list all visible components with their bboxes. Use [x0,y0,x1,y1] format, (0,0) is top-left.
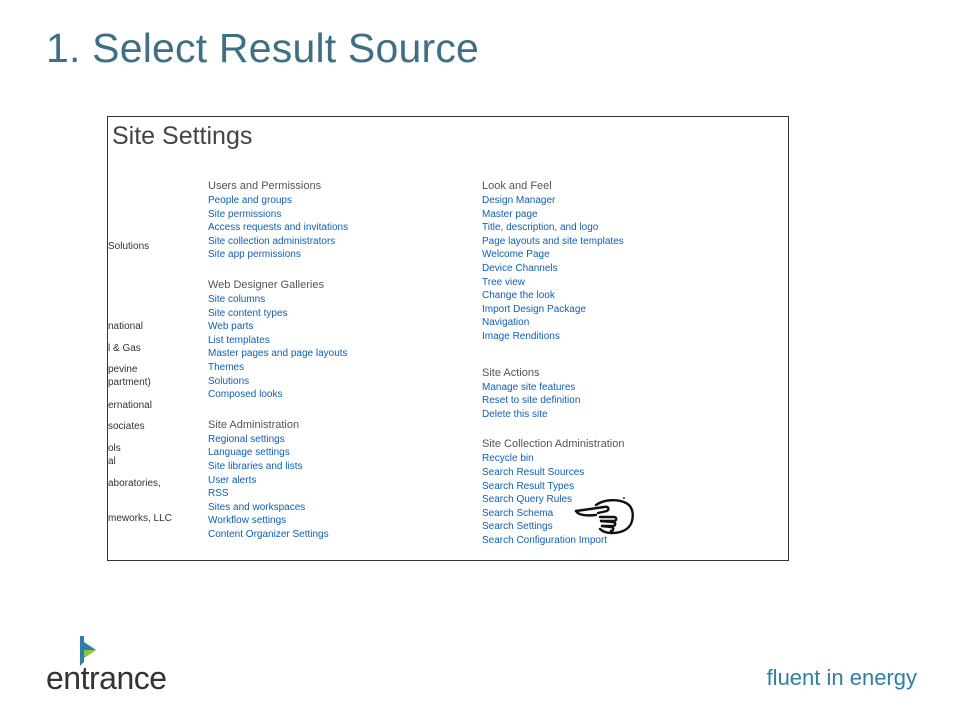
link-site-columns[interactable]: Site columns [208,293,266,305]
pointing-hand-icon [574,495,636,537]
link-list-templates[interactable]: List templates [208,334,270,346]
link-recycle-bin[interactable]: Recycle bin [482,453,534,465]
left-fragment: aboratories, [108,478,161,489]
link-access-requests[interactable]: Access requests and invitations [208,222,349,234]
left-fragment: ernational [108,400,152,411]
left-fragment: pevine [108,364,138,375]
link-solutions[interactable]: Solutions [208,375,250,387]
left-fragment: meworks, LLC [108,513,172,524]
left-fragment: ols [108,443,121,454]
group-look-and-feel [482,179,624,344]
link-site-collection-admins[interactable]: Site collection administrators [208,235,336,247]
group-title: Site Collection Administration [482,438,625,451]
link-search-result-sources[interactable]: Search Result Sources [482,466,585,478]
left-fragment: Solutions [108,241,150,252]
link-navigation[interactable]: Navigation [482,317,530,329]
link-search-settings[interactable]: Search Settings [482,521,553,533]
link-site-content-types[interactable]: Site content types [208,307,288,319]
group-site-actions [482,366,624,422]
group-users-and-permissions [208,179,348,262]
link-web-parts[interactable]: Web parts [208,321,254,333]
entrance-logo [46,636,176,698]
link-sites-and-workspaces[interactable]: Sites and workspaces [208,501,306,513]
group-web-designer-galleries [208,278,348,402]
group-title: Users and Permissions [208,180,322,192]
left-fragment: l & Gas [108,343,141,354]
site-settings-screenshot [107,116,789,561]
link-workflow-settings[interactable]: Workflow settings [208,515,287,527]
link-search-schema[interactable]: Search Schema [482,507,554,519]
link-site-permissions[interactable]: Site permissions [208,208,282,220]
tagline: fluent in energy [766,665,917,690]
link-site-app-permissions[interactable]: Site app permissions [208,249,301,261]
left-fragment: al [108,456,116,467]
link-rss[interactable]: RSS [208,488,229,500]
link-language-settings[interactable]: Language settings [208,447,290,459]
logo-wordmark: entrance [46,660,167,696]
link-content-organizer[interactable]: Content Organizer Settings [208,528,329,540]
link-import-design-package[interactable]: Import Design Package [482,303,586,315]
link-manage-site-features[interactable]: Manage site features [482,381,576,393]
link-master-page[interactable]: Master page [482,208,538,220]
group-title: Look and Feel [482,180,552,192]
link-tree-view[interactable]: Tree view [482,276,525,288]
link-user-alerts[interactable]: User alerts [208,474,257,486]
link-device-channels[interactable]: Device Channels [482,262,558,274]
group-title: Web Designer Galleries [208,278,324,291]
link-design-manager[interactable]: Design Manager [482,195,556,206]
link-title-description-logo[interactable]: Title, description, and logo [482,222,599,234]
link-delete-this-site[interactable]: Delete this site [482,408,548,420]
link-reset-site-definition[interactable]: Reset to site definition [482,395,581,407]
group-title: Site Administration [208,418,300,431]
link-themes[interactable]: Themes [208,361,245,373]
link-site-libraries-lists[interactable]: Site libraries and lists [208,460,303,472]
slide-title: 1. Select Result Source [46,25,480,71]
left-fragment: national [108,321,144,332]
link-search-query-rules[interactable]: Search Query Rules [482,494,573,506]
link-image-renditions[interactable]: Image Renditions [482,330,560,342]
link-people-and-groups[interactable]: People and groups [208,195,292,206]
link-change-the-look[interactable]: Change the look [482,290,555,302]
link-search-config-import[interactable]: Search Configuration Import [482,534,608,546]
link-search-result-types[interactable]: Search Result Types [482,480,575,492]
link-master-pages[interactable]: Master pages and page layouts [208,348,348,360]
group-title: Site Actions [482,366,540,379]
left-fragment: sociates [108,421,145,432]
settings-column-left [208,179,348,557]
link-composed-looks[interactable]: Composed looks [208,389,283,401]
group-site-administration [208,418,348,542]
link-page-layouts[interactable]: Page layouts and site templates [482,235,624,247]
link-regional-settings[interactable]: Regional settings [208,433,285,445]
site-settings-heading: Site Settings [112,122,253,150]
link-welcome-page[interactable]: Welcome Page [482,249,550,261]
left-fragment: partment) [108,377,151,388]
